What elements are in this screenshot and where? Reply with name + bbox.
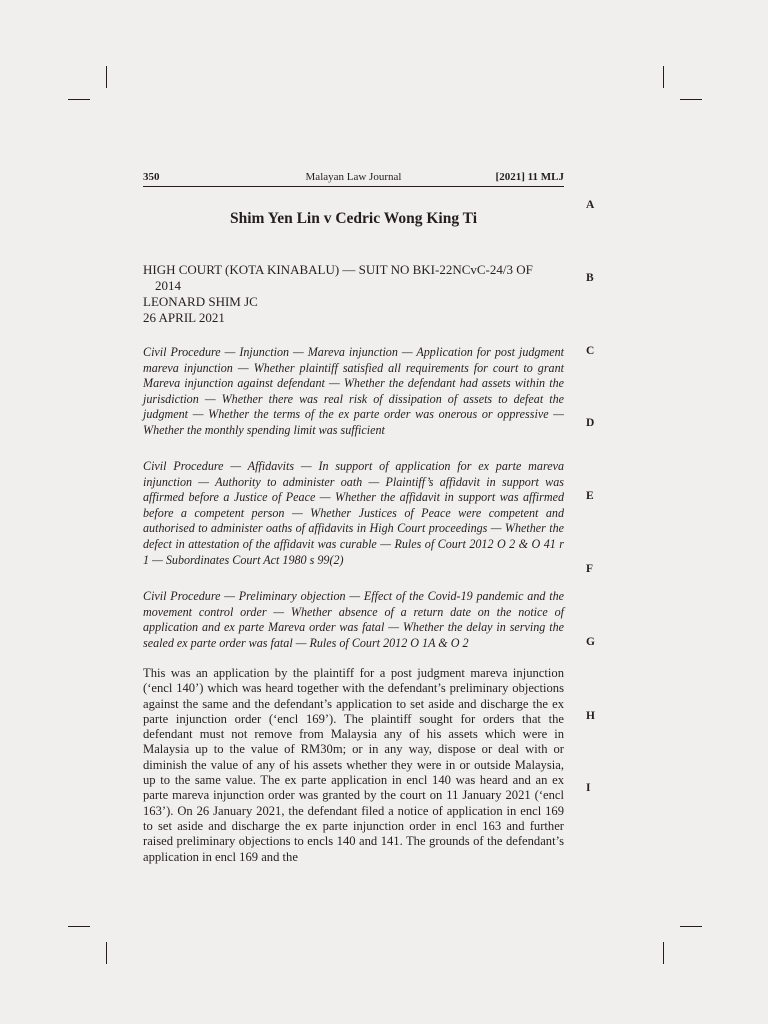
crop-mark-bottom-right-vertical	[663, 942, 664, 964]
case-title: Shim Yen Lin v Cedric Wong King Ti	[229, 210, 478, 227]
crop-mark-top-right-vertical	[663, 66, 664, 88]
headnote-body: This was an application by the plaintiff for a post judgment mareva injunction (‘encl 140’) which was heard together with the defendant’s preliminary objections against the same and the defendant’s application to set aside and discharge the ex parte injunction order (‘encl 169’). The plaintiff sought for orders that the defendant must not remove from Malaysia any of his assets which were in Malaysia up to the value of RM30m; or in any way, dispose or deal with or diminish the value of any of his assets whether they were in or outside Malaysia, up to the same value. The ex parte application in encl 140 was heard and an ex parte mareva injunction order was granted by the court on 11 January 2021 (‘encl 163’). On 26 January 2021, the defendant filed a notice of application in encl 169 to set aside and discharge the ex parte injunction order in encl 163 and further raised preliminary objections to encls 140 and 141. The grounds of the defendant’s application in encl 169 and the	[143, 666, 564, 864]
catchword-paragraph: Civil Procedure — Affidavits — In support of application for ex parte mareva injunction — Authority to administer oath — Plaintiff’s affidavit in support was affirmed before a Justice of Peace — Whether the affidavit in support was affirmed before a competent person — Whether Justices of Peace were competent and authorised to administer oaths of affidavits in High Court proceedings — Whether the defect in attestation of the affidavit was curable — Rules of Court 2012 O 2 & O 41 r 1 — Subordinates Court Act 1980 s 99(2)	[143, 459, 564, 567]
journal-name: Malayan Law Journal	[305, 171, 402, 183]
crop-mark-top-right-horizontal	[680, 99, 702, 100]
margin-letter-h: H	[586, 710, 595, 722]
margin-letter-f: F	[586, 563, 594, 575]
judgment-date: 26 APRIL 2021	[143, 310, 225, 325]
margin-letter-c: C	[586, 345, 595, 357]
catchword-paragraph: Civil Procedure — Injunction — Mareva injunction — Application for post judgment mareva injunction — Whether plaintiff satisfied all requirements for court to grant Mareva injunction against defendant — Whether the defendant had assets within the jurisdiction — Whether there was real risk of dissipation of assets to defeat the judgment — Whether the terms of the ex parte order was onerous or oppressive — Whether the monthly spending limit was sufficient	[143, 345, 564, 437]
crop-mark-bottom-right-horizontal	[680, 926, 702, 927]
margin-letter-d: D	[586, 417, 595, 429]
crop-mark-top-left-vertical	[106, 66, 107, 88]
margin-letter-e: E	[586, 490, 594, 502]
margin-letter-a: A	[586, 199, 595, 211]
header-rule	[143, 186, 564, 187]
court-suit-year: 2014	[155, 278, 181, 293]
citation: [2021] 11 MLJ	[495, 171, 564, 183]
court-details	[143, 262, 564, 326]
catchword-paragraph: Civil Procedure — Preliminary objection — Effect of the Covid-19 pandemic and the movement control order — Whether absence of a return date on the notice of application and ex parte Mareva order was fatal — Whether the delay in serving the sealed ex parte order was fatal — Rules of Court 2012 O 1A & O 2	[143, 589, 564, 650]
margin-letter-b: B	[586, 272, 594, 284]
margin-letter-i: I	[586, 782, 591, 794]
page-number: 350	[143, 171, 160, 183]
judge-name: LEONARD SHIM JC	[143, 294, 258, 309]
crop-mark-bottom-left-horizontal	[68, 926, 90, 927]
court-suit-line: HIGH COURT (KOTA KINABALU) — SUIT NO BKI-22NCvC-24/3 OF	[143, 262, 533, 277]
crop-mark-top-left-horizontal	[68, 99, 90, 100]
crop-mark-bottom-left-vertical	[106, 942, 107, 964]
margin-letter-g: G	[586, 636, 595, 648]
running-header	[143, 171, 564, 187]
